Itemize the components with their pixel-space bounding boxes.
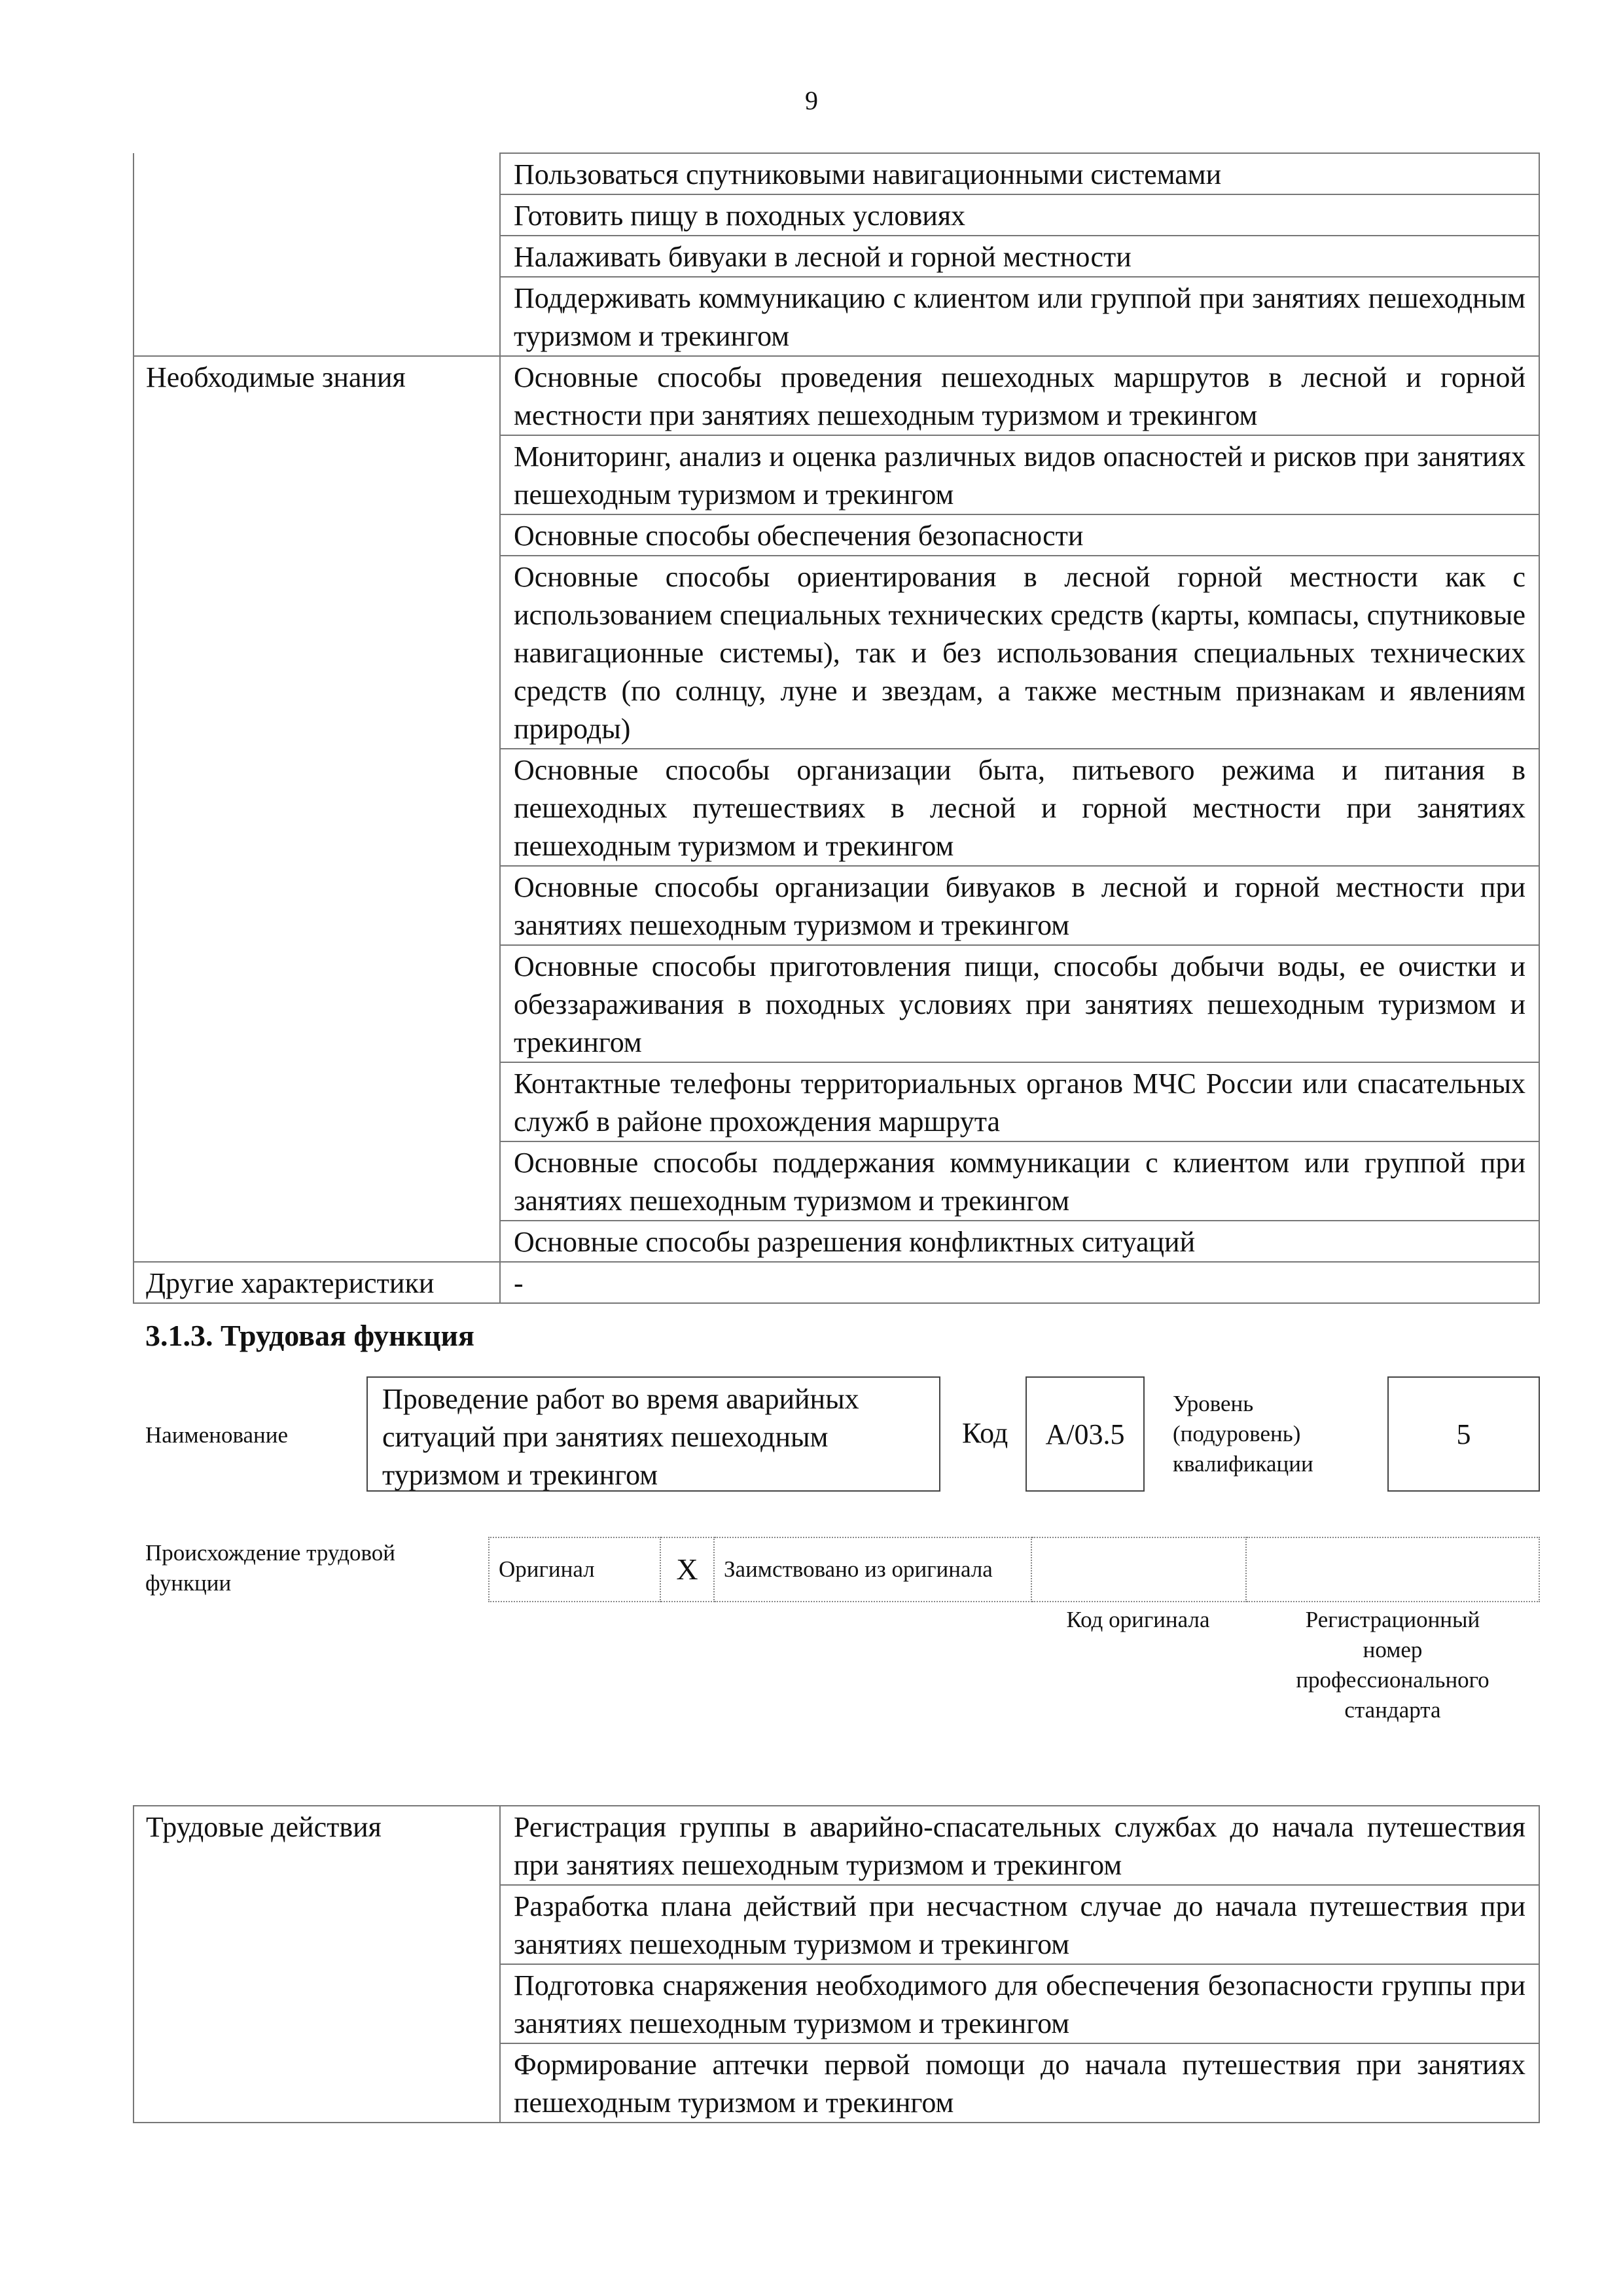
knowledge-item: Основные способы организации быта, питьевого режима и питания в пешеходных путешествиях в лесной и горной местности при занятиях пешеходным туризмом и трекингом [500,749,1539,866]
table-row [489,1537,1539,1602]
reg-number-caption: Регистрационный номер профессионального стандарта [1296,1607,1489,1723]
knowledge-item: Основные способы обеспечения безопасности [500,514,1539,556]
skill-item: Пользоваться спутниковыми навигационными системами [500,153,1539,194]
knowledge-item: Основные способы приготовления пищи, способы добычи воды, ее очистки и обеззараживания в походных условиях при занятиях пешеходным туризмом и трекингом [500,945,1539,1062]
table-row [134,153,1539,194]
knowledge-item: Основные способы поддержания коммуникации с клиентом или группой при занятиях пешеходным туризмом и трекингом [500,1141,1539,1221]
function-name-box: Проведение работ во время аварийных ситуаций при занятиях пешеходным туризмом и трекингом [366,1376,940,1492]
code-original-caption: Код оригинала [1066,1607,1210,1632]
section-heading: 3.1.3. Трудовая функция [145,1319,474,1352]
origin-mark-cell: Х [660,1537,714,1602]
page-number: 9 [805,86,818,115]
origin-original-cell: Оригинал [489,1537,660,1602]
knowledge-item: Основные способы разрешения конфликтных ситуаций [500,1221,1539,1262]
skill-item: Поддерживать коммуникацию с клиентом или группой при занятиях пешеходным туризмом и трекингом [500,277,1539,356]
labor-actions-table [133,1805,1540,2123]
skill-item: Налаживать бивуаки в лесной и горной местности [500,236,1539,277]
actions-label: Трудовые действия [134,1806,500,2123]
competency-table [133,152,1540,1304]
function-code-box: А/03.5 [1026,1376,1145,1492]
qualification-level-box: 5 [1387,1376,1540,1492]
other-value: - [500,1262,1539,1303]
knowledge-item: Контактные телефоны территориальных органов МЧС России или спасательных служб в районе прохождения маршрута [500,1062,1539,1141]
skills-label-cell [134,153,500,356]
code-label: Код [962,1417,1008,1449]
other-label: Другие характеристики [134,1262,500,1303]
knowledge-label: Необходимые знания [134,356,500,1262]
origin-borrowed-cell: Заимствовано из оригинала [714,1537,1031,1602]
name-label: Наименование [145,1422,289,1448]
origin-reg-cell [1246,1537,1539,1602]
level-label: Уровень (подуровень) квалификации [1173,1391,1313,1477]
knowledge-item: Мониторинг, анализ и оценка различных видов опасностей и рисков при занятиях пешеходным туризмом и трекингом [500,435,1539,514]
knowledge-item: Основные способы ориентирования в лесной горной местности как с использованием специальных технических средств (карты, компасы, спутниковые навигационные системы), так и без использования специальных технических средств (по солнцу, луне и звездам, а также местным признакам и явлениям природы) [500,556,1539,749]
table-row [134,1262,1539,1303]
table-row [134,356,1539,435]
table-row [134,1806,1539,1885]
action-item: Регистрация группы в аварийно-спасательных службах до начала путешествия при занятиях пешеходным туризмом и трекингом [500,1806,1539,1885]
origin-label: Происхождение трудовой функции [145,1540,396,1596]
skill-item: Готовить пищу в походных условиях [500,194,1539,236]
knowledge-item: Основные способы организации бивуаков в лесной и горной местности при занятиях пешеходным туризмом и трекингом [500,866,1539,945]
knowledge-item: Основные способы проведения пешеходных маршрутов в лесной и горной местности при занятиях пешеходным туризмом и трекингом [500,356,1539,435]
action-item: Формирование аптечки первой помощи до начала путешествия при занятиях пешеходным туризмом и трекингом [500,2043,1539,2123]
action-item: Разработка плана действий при несчастном случае до начала путешествия при занятиях пешеходным туризмом и трекингом [500,1885,1539,1964]
action-item: Подготовка снаряжения необходимого для обеспечения безопасности группы при занятиях пешеходным туризмом и трекингом [500,1964,1539,2043]
origin-table [488,1537,1540,1602]
origin-code-cell [1031,1537,1246,1602]
